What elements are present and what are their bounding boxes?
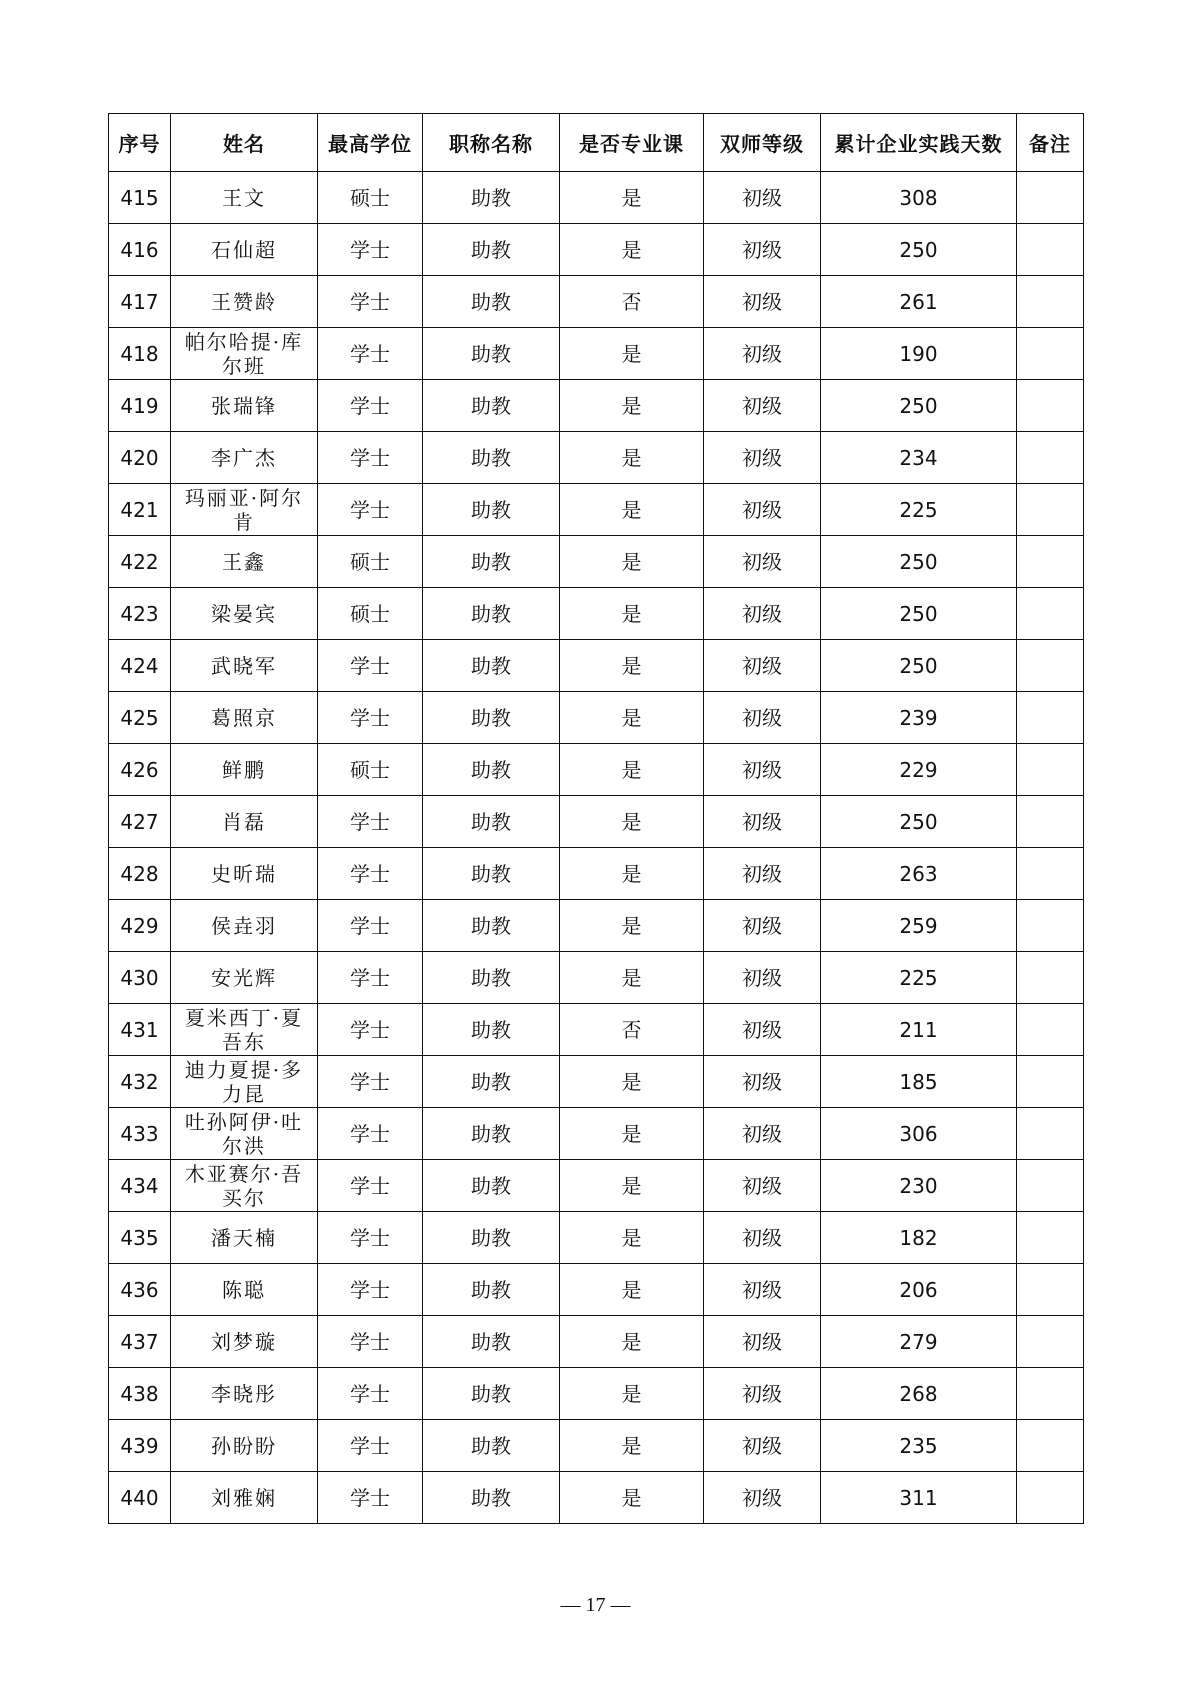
cell-is-major-course: 是	[560, 640, 704, 692]
table-row	[109, 1056, 1084, 1108]
cell-practice-days: 234	[821, 432, 1017, 484]
cell-title: 助教	[423, 692, 560, 744]
cell-title: 助教	[423, 172, 560, 224]
table-row	[109, 1420, 1084, 1472]
cell-degree: 学士	[318, 380, 423, 432]
cell-is-major-course: 是	[560, 900, 704, 952]
cell-degree: 学士	[318, 1316, 423, 1368]
cell-dual-teacher-level: 初级	[704, 1368, 821, 1420]
cell-remarks	[1017, 900, 1084, 952]
table-row	[109, 484, 1084, 536]
cell-title: 助教	[423, 640, 560, 692]
cell-dual-teacher-level: 初级	[704, 1316, 821, 1368]
cell-remarks	[1017, 692, 1084, 744]
cell-degree: 学士	[318, 952, 423, 1004]
cell-title: 助教	[423, 224, 560, 276]
cell-title: 助教	[423, 1264, 560, 1316]
cell-name: 石仙超	[171, 224, 318, 276]
cell-dual-teacher-level: 初级	[704, 1108, 821, 1160]
cell-dual-teacher-level: 初级	[704, 1004, 821, 1056]
table-row	[109, 1316, 1084, 1368]
cell-is-major-course: 否	[560, 1004, 704, 1056]
cell-is-major-course: 是	[560, 796, 704, 848]
cell-title: 助教	[423, 276, 560, 328]
cell-serial: 430	[109, 952, 171, 1004]
cell-title: 助教	[423, 536, 560, 588]
cell-dual-teacher-level: 初级	[704, 1056, 821, 1108]
cell-remarks	[1017, 1004, 1084, 1056]
cell-serial: 418	[109, 328, 171, 380]
cell-dual-teacher-level: 初级	[704, 640, 821, 692]
cell-is-major-course: 是	[560, 952, 704, 1004]
cell-dual-teacher-level: 初级	[704, 1472, 821, 1524]
cell-dual-teacher-level: 初级	[704, 692, 821, 744]
cell-name: 李晓彤	[171, 1368, 318, 1420]
table-row	[109, 224, 1084, 276]
cell-dual-teacher-level: 初级	[704, 172, 821, 224]
cell-name: 刘梦璇	[171, 1316, 318, 1368]
cell-is-major-course: 是	[560, 1056, 704, 1108]
cell-dual-teacher-level: 初级	[704, 952, 821, 1004]
cell-name: 帕尔哈提·库尔班	[171, 328, 318, 380]
cell-is-major-course: 否	[560, 276, 704, 328]
cell-name: 侯垚羽	[171, 900, 318, 952]
cell-serial: 437	[109, 1316, 171, 1368]
cell-title: 助教	[423, 1056, 560, 1108]
table-row	[109, 744, 1084, 796]
cell-serial: 438	[109, 1368, 171, 1420]
cell-dual-teacher-level: 初级	[704, 848, 821, 900]
cell-degree: 学士	[318, 900, 423, 952]
cell-title: 助教	[423, 1160, 560, 1212]
cell-degree: 硕士	[318, 588, 423, 640]
cell-remarks	[1017, 1472, 1084, 1524]
cell-serial: 421	[109, 484, 171, 536]
header-practice-days: 累计企业实践天数	[821, 114, 1017, 172]
cell-serial: 428	[109, 848, 171, 900]
header-name: 姓名	[171, 114, 318, 172]
table-header-row	[109, 114, 1084, 172]
cell-serial: 429	[109, 900, 171, 952]
cell-dual-teacher-level: 初级	[704, 484, 821, 536]
cell-serial: 440	[109, 1472, 171, 1524]
cell-serial: 417	[109, 276, 171, 328]
cell-dual-teacher-level: 初级	[704, 588, 821, 640]
cell-title: 助教	[423, 796, 560, 848]
teacher-roster-table	[108, 113, 1084, 1524]
cell-is-major-course: 是	[560, 1472, 704, 1524]
cell-name: 夏米西丁·夏吾东	[171, 1004, 318, 1056]
cell-practice-days: 211	[821, 1004, 1017, 1056]
cell-degree: 学士	[318, 1264, 423, 1316]
cell-remarks	[1017, 1212, 1084, 1264]
cell-name: 潘天楠	[171, 1212, 318, 1264]
cell-practice-days: 190	[821, 328, 1017, 380]
cell-remarks	[1017, 1264, 1084, 1316]
cell-degree: 硕士	[318, 536, 423, 588]
cell-name: 安光辉	[171, 952, 318, 1004]
cell-dual-teacher-level: 初级	[704, 1264, 821, 1316]
cell-practice-days: 259	[821, 900, 1017, 952]
cell-dual-teacher-level: 初级	[704, 1212, 821, 1264]
table-row	[109, 796, 1084, 848]
cell-degree: 学士	[318, 1472, 423, 1524]
cell-serial: 423	[109, 588, 171, 640]
table-row	[109, 1368, 1084, 1420]
cell-name: 王赞龄	[171, 276, 318, 328]
cell-remarks	[1017, 1316, 1084, 1368]
cell-name: 孙盼盼	[171, 1420, 318, 1472]
table-row	[109, 172, 1084, 224]
cell-title: 助教	[423, 1212, 560, 1264]
cell-serial: 416	[109, 224, 171, 276]
table-row	[109, 692, 1084, 744]
cell-practice-days: 250	[821, 588, 1017, 640]
cell-dual-teacher-level: 初级	[704, 276, 821, 328]
cell-title: 助教	[423, 588, 560, 640]
cell-dual-teacher-level: 初级	[704, 380, 821, 432]
cell-serial: 427	[109, 796, 171, 848]
cell-title: 助教	[423, 848, 560, 900]
cell-title: 助教	[423, 1420, 560, 1472]
cell-title: 助教	[423, 328, 560, 380]
cell-is-major-course: 是	[560, 848, 704, 900]
header-title: 职称名称	[423, 114, 560, 172]
header-is-major-course: 是否专业课	[560, 114, 704, 172]
cell-practice-days: 229	[821, 744, 1017, 796]
cell-remarks	[1017, 328, 1084, 380]
header-dual-teacher-level: 双师等级	[704, 114, 821, 172]
cell-degree: 硕士	[318, 172, 423, 224]
cell-serial: 435	[109, 1212, 171, 1264]
cell-degree: 硕士	[318, 744, 423, 796]
cell-is-major-course: 是	[560, 1212, 704, 1264]
cell-serial: 426	[109, 744, 171, 796]
cell-degree: 学士	[318, 1108, 423, 1160]
cell-serial: 422	[109, 536, 171, 588]
cell-dual-teacher-level: 初级	[704, 744, 821, 796]
cell-dual-teacher-level: 初级	[704, 900, 821, 952]
cell-practice-days: 225	[821, 952, 1017, 1004]
cell-name: 陈聪	[171, 1264, 318, 1316]
cell-is-major-course: 是	[560, 1160, 704, 1212]
cell-name: 木亚赛尔·吾买尔	[171, 1160, 318, 1212]
cell-practice-days: 182	[821, 1212, 1017, 1264]
cell-name: 葛照京	[171, 692, 318, 744]
table-row	[109, 1004, 1084, 1056]
cell-degree: 学士	[318, 640, 423, 692]
cell-name: 张瑞锋	[171, 380, 318, 432]
page-number: — 17 —	[560, 1594, 631, 1616]
cell-dual-teacher-level: 初级	[704, 1420, 821, 1472]
cell-remarks	[1017, 640, 1084, 692]
cell-name: 鲜鹏	[171, 744, 318, 796]
cell-practice-days: 250	[821, 224, 1017, 276]
cell-serial: 420	[109, 432, 171, 484]
cell-name: 刘雅娴	[171, 1472, 318, 1524]
cell-is-major-course: 是	[560, 1420, 704, 1472]
cell-name: 肖磊	[171, 796, 318, 848]
cell-title: 助教	[423, 380, 560, 432]
cell-title: 助教	[423, 1316, 560, 1368]
table-row	[109, 900, 1084, 952]
cell-practice-days: 308	[821, 172, 1017, 224]
cell-dual-teacher-level: 初级	[704, 796, 821, 848]
cell-practice-days: 225	[821, 484, 1017, 536]
cell-practice-days: 250	[821, 536, 1017, 588]
cell-practice-days: 235	[821, 1420, 1017, 1472]
cell-practice-days: 279	[821, 1316, 1017, 1368]
cell-title: 助教	[423, 1472, 560, 1524]
cell-practice-days: 230	[821, 1160, 1017, 1212]
cell-is-major-course: 是	[560, 1368, 704, 1420]
cell-name: 迪力夏提·多力昆	[171, 1056, 318, 1108]
cell-serial: 431	[109, 1004, 171, 1056]
cell-is-major-course: 是	[560, 536, 704, 588]
cell-practice-days: 268	[821, 1368, 1017, 1420]
cell-name: 李广杰	[171, 432, 318, 484]
cell-is-major-course: 是	[560, 1264, 704, 1316]
cell-name: 玛丽亚·阿尔肯	[171, 484, 318, 536]
cell-degree: 学士	[318, 1056, 423, 1108]
cell-remarks	[1017, 1420, 1084, 1472]
cell-serial: 424	[109, 640, 171, 692]
cell-dual-teacher-level: 初级	[704, 328, 821, 380]
cell-remarks	[1017, 380, 1084, 432]
cell-dual-teacher-level: 初级	[704, 536, 821, 588]
cell-dual-teacher-level: 初级	[704, 432, 821, 484]
cell-is-major-course: 是	[560, 1316, 704, 1368]
cell-is-major-course: 是	[560, 588, 704, 640]
cell-remarks	[1017, 588, 1084, 640]
cell-degree: 学士	[318, 224, 423, 276]
cell-practice-days: 250	[821, 380, 1017, 432]
cell-practice-days: 306	[821, 1108, 1017, 1160]
cell-name: 王文	[171, 172, 318, 224]
cell-name: 史昕瑞	[171, 848, 318, 900]
cell-practice-days: 185	[821, 1056, 1017, 1108]
cell-remarks	[1017, 432, 1084, 484]
cell-title: 助教	[423, 1368, 560, 1420]
cell-serial: 433	[109, 1108, 171, 1160]
header-degree: 最高学位	[318, 114, 423, 172]
cell-degree: 学士	[318, 1212, 423, 1264]
cell-remarks	[1017, 1056, 1084, 1108]
cell-degree: 学士	[318, 276, 423, 328]
cell-is-major-course: 是	[560, 328, 704, 380]
cell-name: 梁晏宾	[171, 588, 318, 640]
cell-practice-days: 239	[821, 692, 1017, 744]
cell-degree: 学士	[318, 1160, 423, 1212]
cell-practice-days: 250	[821, 796, 1017, 848]
cell-degree: 学士	[318, 1368, 423, 1420]
cell-remarks	[1017, 796, 1084, 848]
cell-serial: 439	[109, 1420, 171, 1472]
table-row	[109, 952, 1084, 1004]
cell-remarks	[1017, 952, 1084, 1004]
header-remarks: 备注	[1017, 114, 1084, 172]
cell-practice-days: 311	[821, 1472, 1017, 1524]
cell-remarks	[1017, 1368, 1084, 1420]
cell-degree: 学士	[318, 1420, 423, 1472]
cell-serial: 432	[109, 1056, 171, 1108]
cell-serial: 419	[109, 380, 171, 432]
cell-degree: 学士	[318, 328, 423, 380]
cell-title: 助教	[423, 744, 560, 796]
cell-is-major-course: 是	[560, 172, 704, 224]
cell-remarks	[1017, 484, 1084, 536]
cell-is-major-course: 是	[560, 744, 704, 796]
cell-dual-teacher-level: 初级	[704, 224, 821, 276]
cell-title: 助教	[423, 952, 560, 1004]
cell-remarks	[1017, 1160, 1084, 1212]
table-row	[109, 1160, 1084, 1212]
cell-dual-teacher-level: 初级	[704, 1160, 821, 1212]
table-row	[109, 536, 1084, 588]
table-row	[109, 588, 1084, 640]
cell-serial: 425	[109, 692, 171, 744]
cell-serial: 415	[109, 172, 171, 224]
cell-is-major-course: 是	[560, 380, 704, 432]
cell-title: 助教	[423, 1108, 560, 1160]
cell-degree: 学士	[318, 848, 423, 900]
table-row	[109, 640, 1084, 692]
table-row	[109, 848, 1084, 900]
cell-degree: 学士	[318, 432, 423, 484]
cell-degree: 学士	[318, 796, 423, 848]
cell-practice-days: 206	[821, 1264, 1017, 1316]
table-row	[109, 1212, 1084, 1264]
cell-title: 助教	[423, 432, 560, 484]
table-row	[109, 1472, 1084, 1524]
cell-remarks	[1017, 276, 1084, 328]
cell-practice-days: 261	[821, 276, 1017, 328]
table-body	[109, 172, 1084, 1524]
cell-is-major-course: 是	[560, 1108, 704, 1160]
cell-degree: 学士	[318, 484, 423, 536]
table-row	[109, 1264, 1084, 1316]
table-row	[109, 276, 1084, 328]
cell-name: 王鑫	[171, 536, 318, 588]
cell-remarks	[1017, 172, 1084, 224]
cell-is-major-course: 是	[560, 484, 704, 536]
cell-title: 助教	[423, 484, 560, 536]
cell-degree: 学士	[318, 692, 423, 744]
cell-serial: 436	[109, 1264, 171, 1316]
cell-remarks	[1017, 744, 1084, 796]
cell-name: 吐孙阿伊·吐尔洪	[171, 1108, 318, 1160]
table-row	[109, 328, 1084, 380]
header-serial: 序号	[109, 114, 171, 172]
table-row	[109, 432, 1084, 484]
cell-title: 助教	[423, 1004, 560, 1056]
cell-serial: 434	[109, 1160, 171, 1212]
cell-name: 武晓军	[171, 640, 318, 692]
cell-remarks	[1017, 224, 1084, 276]
cell-degree: 学士	[318, 1004, 423, 1056]
table-row	[109, 1108, 1084, 1160]
cell-remarks	[1017, 536, 1084, 588]
cell-remarks	[1017, 1108, 1084, 1160]
cell-practice-days: 263	[821, 848, 1017, 900]
cell-is-major-course: 是	[560, 692, 704, 744]
table-row	[109, 380, 1084, 432]
cell-is-major-course: 是	[560, 224, 704, 276]
cell-is-major-course: 是	[560, 432, 704, 484]
cell-title: 助教	[423, 900, 560, 952]
cell-remarks	[1017, 848, 1084, 900]
cell-practice-days: 250	[821, 640, 1017, 692]
